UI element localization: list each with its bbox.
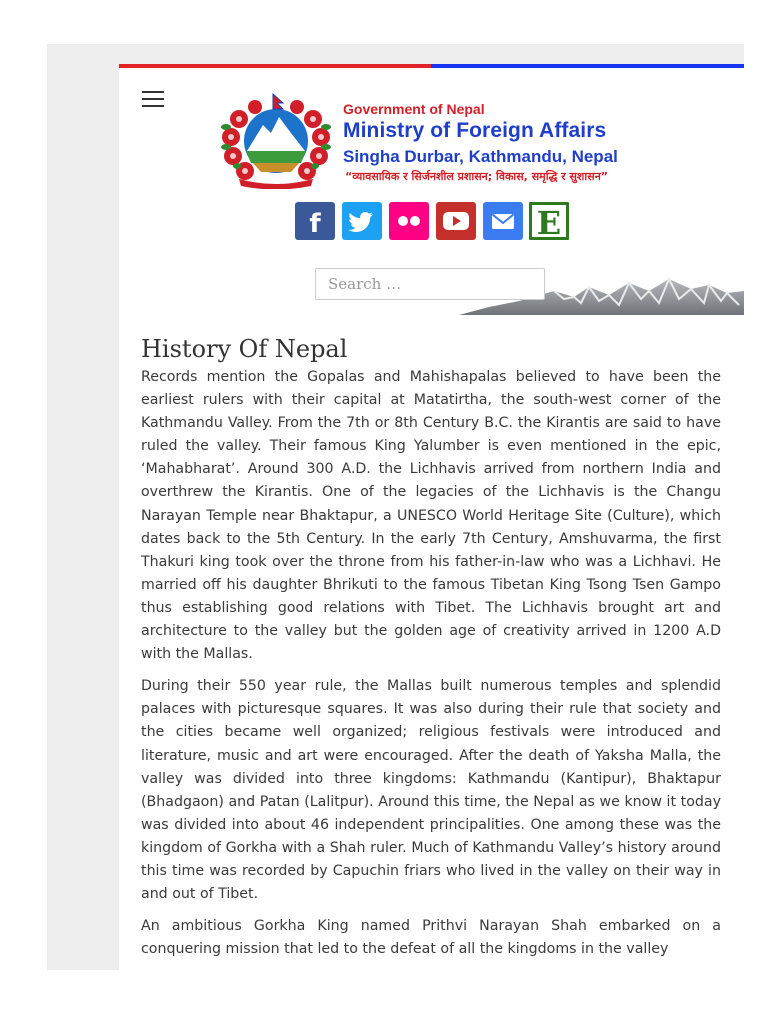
ministry-motto: “व्यावसायिक र सिर्जनशील प्रशासन; विकास, समृद्धि र सुशासन” bbox=[345, 170, 609, 183]
search-input[interactable] bbox=[315, 268, 545, 300]
twitter-link[interactable] bbox=[342, 202, 382, 240]
menu-icon[interactable] bbox=[142, 91, 164, 109]
ministry-title: Ministry of Foreign Affairs bbox=[343, 119, 607, 142]
e-portal-link[interactable] bbox=[529, 202, 569, 240]
twitter-icon bbox=[342, 202, 382, 240]
mail-icon bbox=[483, 202, 523, 240]
svg-text:f: f bbox=[309, 209, 321, 239]
article-paragraph: Records mention the Gopalas and Mahishapalas believed to have been the earliest rulers with their capital at Matatirtha, the south-west corner of the Kathmandu Valley. From the 7th or 8th Century B.C. the Kirantis are said to have ruled the valley. Their famous King Yalumber is even mentioned in the epic, ‘Mahabharat’. Around 300 A.D. the Lichhavis arrived from northern India and overthrew the Kirantis. One of the legacies of the Lichhavis is the Changu Narayan Temple near Bhaktapur, a UNESCO World Heritage Site (Culture), which dates back to the 5th Century. In the early 7th Century, Amshuvarma, the first Thakuri king took over the throne from his father-in-law who was a Lichhavi. He married off his daughter Bhrikuti to the famous Tibetan King Tsong Tsen Gampo thus establishing good relations with Tibet. The Lichhavis brought art and architecture to the valley but the golden age of creativity arrived in 1200 A.D with the Mallas. bbox=[141, 369, 721, 663]
page-container bbox=[119, 64, 744, 970]
youtube-link[interactable] bbox=[436, 202, 476, 240]
flickr-link[interactable] bbox=[389, 202, 429, 240]
svg-text:E: E bbox=[536, 204, 562, 240]
ministry-address: Singha Durbar, Kathmandu, Nepal bbox=[343, 147, 618, 166]
e-icon bbox=[529, 202, 569, 240]
facebook-icon bbox=[295, 202, 335, 240]
government-title: Government of Nepal bbox=[343, 101, 485, 117]
facebook-link[interactable] bbox=[295, 202, 335, 240]
top-bar-red bbox=[119, 64, 431, 68]
article-paragraph: During their 550 year rule, the Mallas built numerous temples and splendid palaces with picturesque squares. It was also during their rule that society and the cities became well organized; religious festivals were introduced and literature, music and art were encouraged. After the death of Yaksha Malla, the valley was divided into three kingdoms: Kathmandu (Kantipur), Bhaktapur (Bhadgaon) and Patan (Lalitpur). Around this time, the Nepal as we know it today was divided into about 46 independent principalities. One among these was the kingdom of Gorkha with a Shah ruler. Much of Kathmandu Valley’s history around this time was recorded by Capuchin friars who lived in the valley on their way in and out of Tibet. bbox=[141, 678, 721, 903]
nepal-emblem-icon bbox=[217, 89, 335, 189]
article bbox=[141, 334, 721, 970]
top-color-bar bbox=[119, 64, 744, 68]
flickr-icon bbox=[389, 202, 429, 240]
youtube-icon bbox=[436, 202, 476, 240]
site-logo[interactable] bbox=[217, 89, 662, 189]
email-link[interactable] bbox=[483, 202, 523, 240]
top-bar-blue bbox=[431, 64, 744, 68]
article-paragraph: An ambitious Gorkha King named Prithvi Narayan Shah embarked on a conquering mission that led to the defeat of all the kingdoms in the valley bbox=[141, 918, 721, 958]
page-title: History Of Nepal bbox=[141, 335, 348, 363]
browser-viewport bbox=[47, 44, 744, 970]
